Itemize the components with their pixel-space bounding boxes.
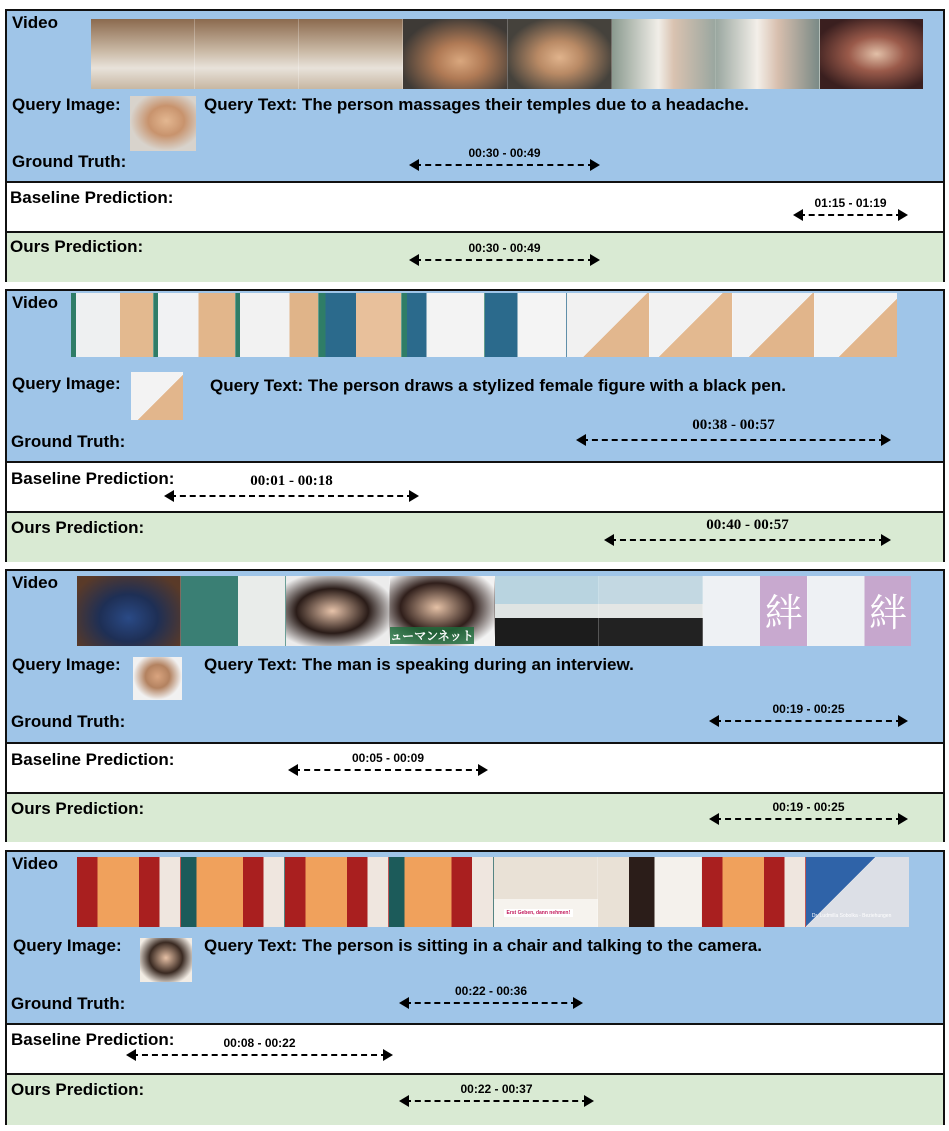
baseline-section (7, 742, 943, 794)
video-frame (650, 293, 733, 357)
query-image-label: Query Image: (12, 655, 121, 674)
baseline-interval (288, 751, 488, 781)
video-frame (702, 857, 806, 927)
frame-kanji: 絆 (764, 591, 803, 635)
arrow-right-icon (573, 997, 583, 1009)
frame-caption: Erst Geben, dann nehmen! (504, 909, 574, 917)
interval-line (715, 818, 902, 820)
baseline-label: Baseline Prediction: (11, 1030, 175, 1049)
query-image (133, 657, 182, 700)
ground-truth-label: Ground Truth: (11, 994, 126, 1013)
video-frame (806, 857, 909, 927)
arrow-left-icon (399, 1095, 409, 1107)
interval-line (294, 769, 482, 771)
video-label: Video (12, 293, 58, 312)
ours-section (7, 792, 943, 842)
arrow-left-icon (409, 159, 419, 171)
video-frame (299, 19, 403, 89)
ground-truth-time: 00:19 - 00:25 (772, 702, 845, 716)
ours-interval (709, 800, 908, 830)
ground-truth-label: Ground Truth: (11, 432, 126, 451)
video-frame (808, 576, 911, 646)
video-frame (77, 576, 181, 646)
video-frame-strip (77, 576, 911, 646)
example-2 (5, 289, 945, 562)
arrow-right-icon (383, 1049, 393, 1061)
video-frame (154, 293, 237, 357)
ground-truth-label: Ground Truth: (12, 152, 127, 171)
video-frame (716, 19, 820, 89)
interval-line (799, 214, 902, 216)
video-frame (390, 576, 494, 646)
ours-section (7, 511, 943, 562)
video-frame-strip (77, 857, 909, 927)
video-section (7, 852, 943, 1023)
arrow-left-icon (793, 209, 803, 221)
ground-truth-interval (399, 984, 583, 1014)
ours-time: 00:19 - 00:25 (772, 800, 845, 814)
baseline-section (7, 1023, 943, 1075)
video-frame (403, 19, 507, 89)
query-image (131, 372, 183, 420)
frame-caption: ューマンネット (390, 629, 474, 643)
baseline-time: 01:15 - 01:19 (814, 196, 887, 210)
ground-truth-time: 00:38 - 00:57 (692, 417, 775, 433)
arrow-right-icon (898, 813, 908, 825)
baseline-section (7, 181, 943, 233)
video-frame (195, 19, 299, 89)
baseline-time: 00:05 - 00:09 (351, 751, 425, 765)
arrow-right-icon (898, 209, 908, 221)
ours-time: 00:22 - 00:37 (460, 1082, 533, 1096)
ground-truth-interval (576, 417, 891, 451)
arrow-left-icon (709, 813, 719, 825)
arrow-right-icon (584, 1095, 594, 1107)
baseline-time: 00:08 - 00:22 (223, 1036, 296, 1050)
baseline-interval (126, 1036, 393, 1066)
baseline-time: 00:01 - 00:18 (250, 473, 333, 489)
video-frame (389, 857, 493, 927)
video-frame (494, 857, 598, 927)
video-frame (402, 293, 485, 357)
ground-truth-label: Ground Truth: (11, 712, 126, 731)
query-image (130, 96, 196, 151)
video-frame (485, 293, 568, 357)
video-label: Video (12, 573, 58, 592)
example-4 (5, 850, 945, 1125)
arrow-left-icon (409, 254, 419, 266)
video-frame (508, 19, 612, 89)
video-frame-strip (71, 293, 897, 357)
ours-time: 00:30 - 00:49 (468, 241, 541, 255)
arrow-left-icon (164, 490, 174, 502)
video-frame (71, 293, 154, 357)
interval-line (415, 259, 594, 261)
video-frame (703, 576, 807, 646)
baseline-section (7, 461, 943, 513)
interval-line (170, 495, 413, 497)
query-text: Query Text: The person massages their temples due to a headache. (204, 95, 749, 114)
ours-interval (604, 517, 891, 551)
ours-section (7, 1073, 943, 1125)
video-frame (599, 576, 703, 646)
video-frame (495, 576, 599, 646)
baseline-label: Baseline Prediction: (11, 469, 175, 488)
video-section (7, 291, 943, 461)
video-label: Video (12, 13, 58, 32)
ours-time: 00:40 - 00:57 (706, 517, 789, 533)
query-image-label: Query Image: (13, 936, 122, 955)
frame-kanji: 絆 (868, 591, 907, 635)
video-frame (286, 576, 390, 646)
arrow-right-icon (590, 159, 600, 171)
interval-line (415, 164, 594, 166)
interval-line (132, 1054, 387, 1056)
baseline-interval (793, 196, 908, 226)
ground-truth-time: 00:22 - 00:36 (454, 984, 528, 998)
ours-label: Ours Prediction: (11, 1080, 145, 1099)
video-frame (319, 293, 402, 357)
ours-label: Ours Prediction: (11, 799, 145, 818)
video-frame (815, 293, 897, 357)
arrow-right-icon (478, 764, 488, 776)
query-image-label: Query Image: (12, 95, 121, 114)
ours-interval (409, 241, 600, 271)
interval-line (405, 1002, 577, 1004)
interval-line (610, 539, 885, 541)
video-frame (236, 293, 319, 357)
arrow-right-icon (898, 715, 908, 727)
video-section (7, 11, 943, 181)
video-frame (285, 857, 389, 927)
baseline-label: Baseline Prediction: (10, 188, 174, 207)
video-frame (598, 857, 702, 927)
arrow-left-icon (288, 764, 298, 776)
interval-line (582, 439, 885, 441)
arrow-left-icon (604, 534, 614, 546)
ours-label: Ours Prediction: (11, 518, 145, 537)
video-frame (567, 293, 650, 357)
frame-caption: Dr. Ludmilla Sobolka - Beziehungen (811, 913, 892, 919)
ground-truth-time: 00:30 - 00:49 (468, 146, 541, 160)
example-1 (5, 9, 945, 282)
ours-label: Ours Prediction: (10, 237, 144, 256)
arrow-left-icon (709, 715, 719, 727)
video-frame (612, 19, 716, 89)
query-image-label: Query Image: (12, 374, 121, 393)
video-frame (181, 857, 285, 927)
query-text: Query Text: The person draws a stylized female figure with a black pen. (210, 376, 786, 395)
arrow-right-icon (881, 534, 891, 546)
video-frame (77, 857, 181, 927)
arrow-left-icon (576, 434, 586, 446)
video-section (7, 571, 943, 742)
ours-section (7, 231, 943, 282)
query-text: Query Text: The man is speaking during an interview. (204, 655, 634, 674)
baseline-interval (164, 473, 419, 507)
arrow-left-icon (399, 997, 409, 1009)
query-text: Query Text: The person is sitting in a chair and talking to the camera. (204, 936, 762, 955)
interval-line (405, 1100, 588, 1102)
video-frame-strip (91, 19, 923, 89)
example-3 (5, 569, 945, 842)
ground-truth-interval (709, 702, 908, 732)
video-frame (820, 19, 923, 89)
arrow-left-icon (126, 1049, 136, 1061)
video-frame (733, 293, 816, 357)
arrow-right-icon (881, 434, 891, 446)
video-frame (181, 576, 285, 646)
video-label: Video (12, 854, 58, 873)
video-frame (91, 19, 195, 89)
ground-truth-interval (409, 146, 600, 176)
arrow-right-icon (590, 254, 600, 266)
baseline-label: Baseline Prediction: (11, 750, 175, 769)
ours-interval (399, 1082, 594, 1112)
arrow-right-icon (409, 490, 419, 502)
interval-line (715, 720, 902, 722)
query-image (140, 938, 192, 982)
